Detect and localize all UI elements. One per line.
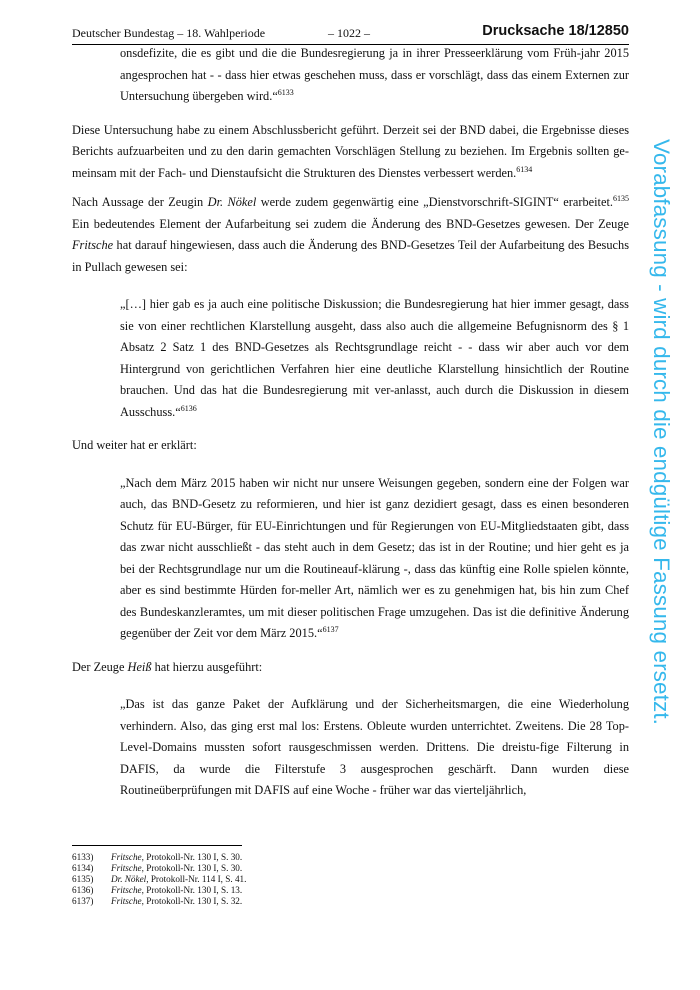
preliminary-version-watermark: Vorabfassung - wird durch die endgültige Fassung ersetzt.: [649, 139, 674, 726]
witness-name: Fritsche: [72, 238, 114, 252]
footnote: 6136) Fritsche, Protokoll-Nr. 130 I, S. 13.: [72, 885, 243, 895]
footnotes: [72, 852, 246, 907]
footnote-ref[interactable]: 6135: [613, 193, 629, 203]
footnote-separator: [72, 845, 242, 846]
paragraph-noekel: Nach Aussage der Zeugin Dr. Nökel werde zudem gegenwärtig eine „Dienstvorschrift-SIGINT“ erarbeitet.$^{6135}$ Ein bedeutendes Element der Aufarbeitung sei zudem die Änderung des BND-Gesetzes gewesen. Der Zeuge Fritsche hat darauf hingewiesen, dass auch die Änderung des BND-Gesetzes Teil der Aufarbeitung des Besuchs in Pullach gewesen sei:: [72, 193, 629, 274]
witness-name: Heiß: [127, 659, 152, 674]
footnote-ref[interactable]: 6136: [180, 403, 197, 413]
footnote: 6135) Dr. Nökel, Protokoll-Nr. 114 I, S. 41.: [72, 874, 247, 884]
paragraph-heiss: Der Zeuge Heiß hat hierzu ausgeführt:: [72, 659, 263, 674]
paragraph-abschlussbericht: Diese Untersuchung habe zu einem Abschlussbericht geführt. Derzeit sei der BND dabei, die Ergebnisse dieses Berichts aufzuarbeiten und zu den darin gemachten Vorschlägen Stellung zu beziehen. Im Ergebnis sollten ge-meinsam mit der Fach- und Dienstaufsicht die Strukturen des Dienstes verbessert werden.$^{6134}$: [72, 122, 629, 180]
header-parliament-period: Deutscher Bundestag – 18. Wahlperiode: [72, 26, 266, 40]
quote-continuation: onsdefizite, die es gibt und die die Bundesregierung ja in ihrer Presseerklärung vom Früh-jahr 2015 angesprochen hat - - dass hier etwas geschehen muss, dass er vorschlägt, dass das einem Externen zur Untersuchung übergeben wird.“$^{6133}$: [120, 46, 629, 103]
quote-heiss: „Das ist das ganze Paket der Aufklärung und der Sicherheitsmargen, die eine Wiederholung verhindern. Also, das ging erst mal los: Erstens. Obleute wurden unterrichtet. Zweitens. Die 28 Top-Level-Domains mussten sofort rausgeschmissen werden. Drittens. Die dreistu-fige Filterung in DAFIS, da wurde die Filterstufe 3 ausgesprochen geschärft. Dann wurden diese Routineüberprüfungen mit DAFIS auf eine Woche - früher war das vierteljährlich,: [120, 697, 629, 797]
footnote: 6133) Fritsche, Protokoll-Nr. 130 I, S. 30.: [72, 852, 243, 862]
witness-name: Dr. Nökel: [207, 195, 257, 209]
footnote: 6137) Fritsche, Protokoll-Nr. 130 I, S. 32.: [72, 896, 243, 906]
body-text: [72, 43, 629, 802]
quote-fritsche-1: „[…] hier gab es ja auch eine politische Diskussion; die Bundesregierung hat hier immer gesagt, dass sie von einer rechtlichen Klarstellung ausgeht, dass also auch die allgemeine Befugnisnorm des § 1 Absatz 2 Satz 1 des BND-Gesetzes als Rechtsgrundlage reicht - - dass wir aber auch vor dem Hintergrund von gerichtlichen Verfahren hier eine deutliche Klarstellung hinsichtlich der Routine brauchen. Und das hat die Bundesregierung mit ver-anlasst, auch durch die Diskussion in diesem Ausschuss.“$^{6136}$: [120, 297, 629, 419]
footnote: 6134) Fritsche, Protokoll-Nr. 130 I, S. 30.: [72, 863, 243, 873]
footnote-ref[interactable]: 6137: [322, 624, 339, 634]
footnote-ref[interactable]: 6133: [277, 87, 294, 97]
page-number: – 1022 –: [328, 26, 370, 40]
quote-fritsche-2: „Nach dem März 2015 haben wir nicht nur unsere Weisungen gegeben, sondern eine der Folgen war auch, das BND-Gesetz zu reformieren, und hier ist ganz dezidiert gesagt, dass es einen besonderen Schutz für EU-Bürger, für EU-Einrichtungen und für Regierungen von EU-Mitgliedstaaten gibt, dass das zwar nicht ausschließt - das steht auch in dem Gesetz; das ist in der Routine; und hier geht es ja bei der Rechtsgrundlage nur um die Routineauf-klärung -, dass das künftig eine Rolle spielen könnte, aber es sind bestimmte Hürden for-meller Art, nämlich wer es zu genehmigen hat, bis hin zum Chef des Bundeskanzleramtes, um mit dieser politischen Frage umzugehen. Das ist die definitive Änderung gegenüber der Zeit vor dem März 2015.“$^{6137}$: [120, 475, 629, 640]
document-number: Drucksache 18/12850: [482, 23, 629, 39]
footnote-ref[interactable]: 6134: [516, 164, 533, 174]
paragraph-transition: Und weiter hat er erklärt:: [72, 438, 197, 452]
